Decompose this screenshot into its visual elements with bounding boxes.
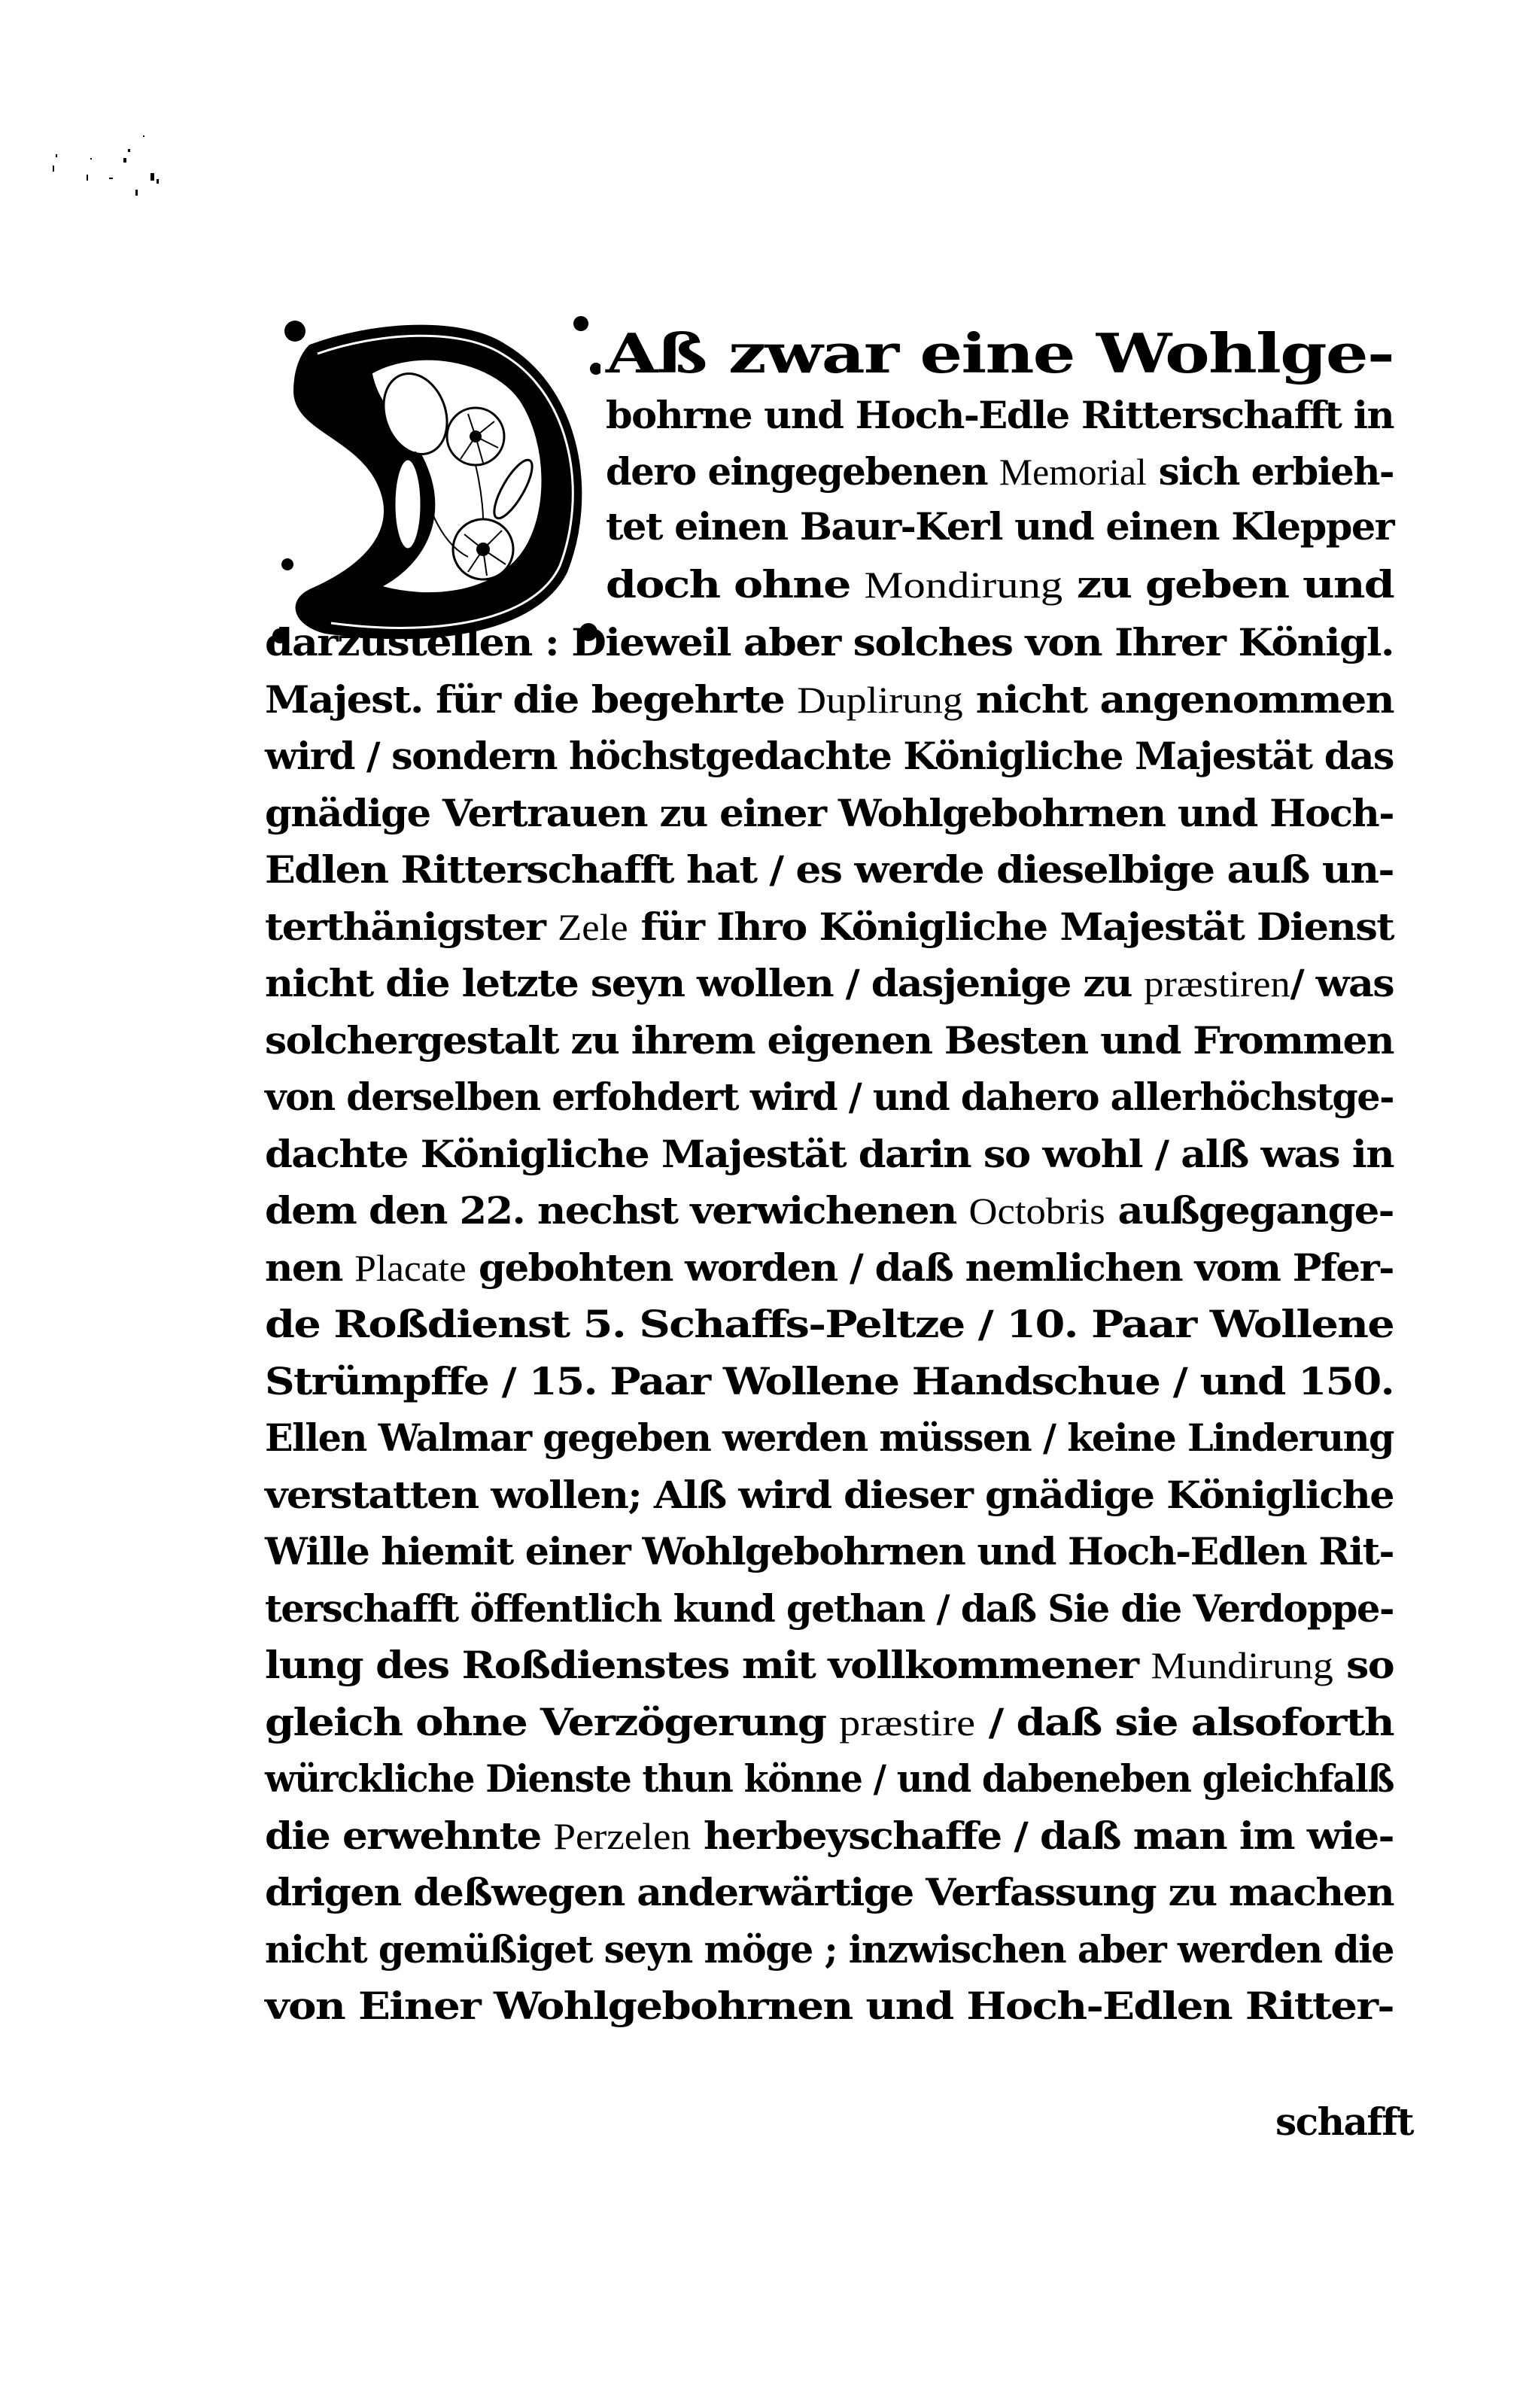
fraktur-text: gnädige Vertrauen zu einer Wohlgebohrnen und Hoch- (265, 790, 1394, 835)
fraktur-text: lung des Roßdienstes mit vollkommener (265, 1643, 1151, 1687)
text-line (265, 1244, 1394, 1292)
text-line (606, 391, 1394, 439)
fraktur-text: verstatten wollen; Alß wird dieser gnädige Königliche (265, 1472, 1394, 1517)
text-line (265, 1755, 1394, 1803)
fraktur-text: gleich ohne Verzögerung (265, 1699, 840, 1744)
text-line (265, 1585, 1394, 1633)
latin-word: Placate (354, 1246, 467, 1289)
latin-word: Mundirung (1151, 1644, 1333, 1686)
decorated-initial-d-icon (265, 301, 600, 649)
fraktur-text: von Einer Wohlgebohrnen und Hoch-Edlen Ritter- (265, 1984, 1394, 2028)
fraktur-text: so (1333, 1643, 1394, 1687)
fraktur-text: außgegange- (1105, 1188, 1394, 1233)
latin-word: Memorial (999, 451, 1147, 493)
text-line (265, 1073, 1394, 1121)
text-line (265, 1471, 1394, 1519)
fraktur-text: herbeyschaffe / daß man im wie- (691, 1813, 1394, 1858)
text-line (265, 1358, 1394, 1406)
text-line (265, 1414, 1394, 1462)
fraktur-text: die erwehnte (265, 1813, 554, 1858)
latin-word: Mondirung (864, 564, 1063, 606)
text-line (265, 903, 1394, 951)
fraktur-text: de Roßdienst 5. Schaffs-Peltze / 10. Paar Wollene (265, 1302, 1394, 1346)
text-line (265, 1017, 1394, 1065)
text-line (265, 676, 1394, 724)
text-line (265, 1528, 1394, 1576)
fraktur-text: / daß sie alsoforth (974, 1699, 1394, 1744)
fraktur-text: terschafft öffentlich kund gethan / daß Sie die Verdoppe- (265, 1586, 1394, 1631)
fraktur-text: Ellen Walmar gegeben werden müssen / keine Linderung (265, 1415, 1394, 1460)
fraktur-text: drigen deßwegen anderwärtige Verfassung zu machen (265, 1870, 1394, 1914)
latin-word: præstire (839, 1701, 975, 1744)
text-line (265, 1982, 1394, 2030)
latin-word: Zele (558, 905, 628, 948)
fraktur-text: nicht die letzte seyn wollen / dasjenige zu (265, 961, 1145, 1005)
text-line (265, 1130, 1394, 1178)
text-line (265, 1698, 1394, 1747)
fraktur-text: würckliche Dienste thun könne / und dabeneben gleichfalß (265, 1756, 1394, 1801)
text-line (606, 448, 1394, 496)
fraktur-text: doch ohne (606, 562, 865, 607)
text-line (606, 321, 1394, 385)
fraktur-text: Wille hiemit einer Wohlgebohrnen und Hoch-Edlen Rit- (265, 1529, 1394, 1573)
text-line (265, 1812, 1394, 1860)
catchword: schafft (1275, 2099, 1413, 2144)
fraktur-text: sich erbieh- (1146, 449, 1394, 494)
fraktur-text: dem den 22. nechst verwichenen (265, 1188, 969, 1233)
text-line (265, 959, 1394, 1008)
text-line (265, 1187, 1394, 1235)
fraktur-text: nicht gemüßiget seyn möge ; inzwischen aber werden die (265, 1926, 1394, 1972)
latin-word: Duplirung (797, 678, 963, 721)
latin-word: Octobris (968, 1190, 1105, 1232)
fraktur-text: Majest. für die begehrte (265, 676, 798, 722)
fraktur-text: gebohten worden / daß nemlichen vom Pfer- (466, 1245, 1394, 1290)
text-line (265, 1641, 1394, 1689)
text-line (265, 619, 1394, 667)
fraktur-text: von derselben erfohdert wird / und dahero allerhöchstge- (265, 1075, 1394, 1119)
text-line (265, 1868, 1394, 1917)
text-line (265, 1926, 1394, 1974)
fraktur-text: nicht angenommen (962, 676, 1394, 722)
text-line (606, 503, 1394, 551)
latin-word: Perzelen (553, 1814, 692, 1857)
paper-specks (45, 135, 196, 226)
fraktur-text: dero eingegebenen (606, 449, 999, 494)
fraktur-text: für Ihro Königliche Majestät Dienst (628, 904, 1394, 949)
fraktur-text: nen (265, 1245, 355, 1290)
fraktur-text: Aß zwar eine Wohlge- (606, 321, 1394, 385)
fraktur-text: dachte Königliche Majestät darin so wohl / alß was in (265, 1131, 1394, 1176)
fraktur-text: zu geben und (1062, 562, 1394, 607)
fraktur-text: solchergestalt zu ihrem eigenen Besten und Frommen (265, 1017, 1394, 1063)
text-line (265, 846, 1394, 894)
text-line (265, 789, 1394, 838)
fraktur-text: tet einen Baur-Kerl und einen Klepper (606, 504, 1394, 549)
fraktur-text: Strümpffe / 15. Paar Wollene Handschue / und 150. (265, 1358, 1394, 1403)
fraktur-text: / was (1290, 961, 1394, 1005)
text-line (265, 732, 1394, 780)
fraktur-text: wird / sondern höchstgedachte Königliche Majestät das (265, 734, 1394, 778)
text-line (265, 1300, 1394, 1348)
fraktur-text: darzustellen : Dieweil aber solches von Ihrer Königl. (265, 620, 1394, 664)
text-line (606, 561, 1394, 609)
fraktur-text: bohrne und Hoch-Edle Ritterschafft in (606, 393, 1394, 437)
latin-word: præstiren (1144, 962, 1290, 1005)
fraktur-text: terthänigster (265, 904, 558, 949)
fraktur-text: Edlen Ritterschafft hat / es werde dieselbige auß un- (265, 847, 1394, 892)
